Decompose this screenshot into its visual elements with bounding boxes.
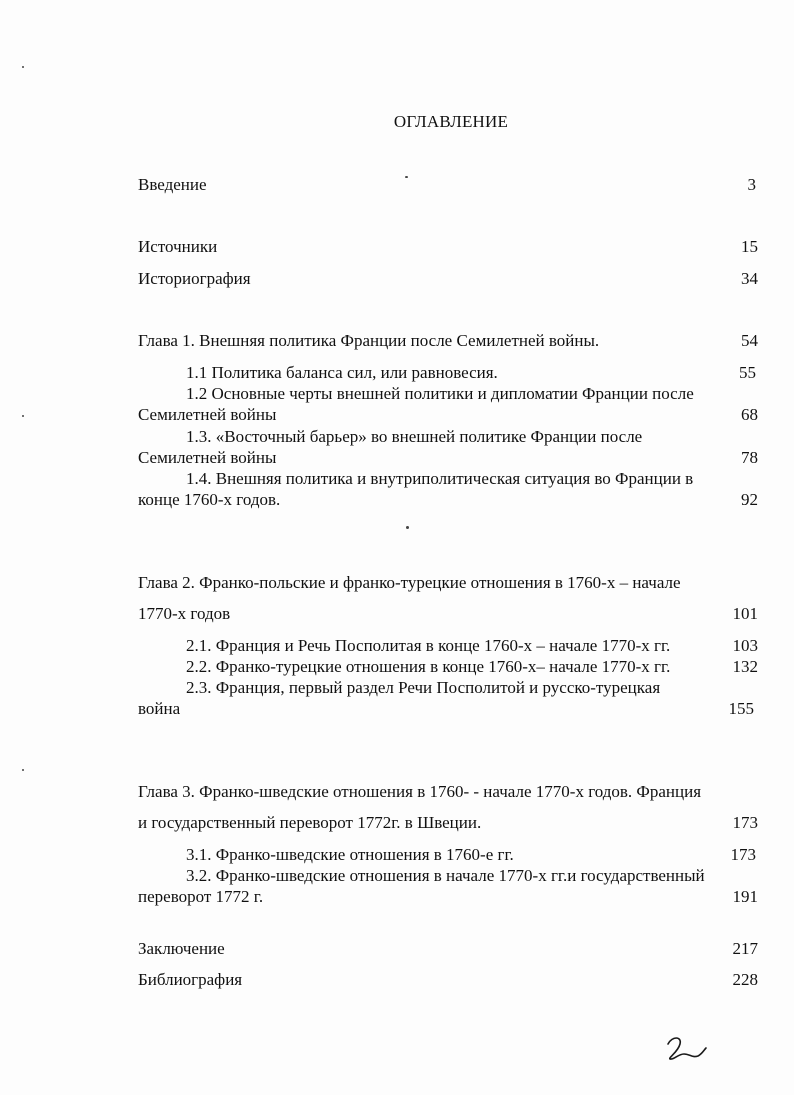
toc-page-2-1: 103 (732, 636, 758, 655)
scan-speck (405, 176, 408, 178)
toc-section-1-4-line1: 1.4. Внешняя политика и внутриполитическая ситуация во Франции в (186, 469, 694, 488)
scan-speck (22, 66, 24, 68)
toc-chapter-3-line2: и государственный переворот 1772г. в Швеции. (138, 813, 482, 832)
toc-page-3-2: 191 (732, 887, 758, 906)
toc-section-2-3-line2: война (138, 699, 181, 718)
toc-page-bibliography: 228 (732, 970, 758, 989)
toc-page-3-1: 173 (730, 845, 756, 864)
toc-page-ch3: 173 (732, 813, 758, 832)
toc-section-1-2-line1: 1.2 Основные черты внешней политики и дипломатии Франции после (186, 384, 694, 403)
toc-page-1-1: 55 (739, 363, 756, 382)
toc-entry-conclusion: Заключение (138, 939, 225, 958)
toc-page-sources: 15 (741, 237, 758, 256)
toc-section-3-2-line2: переворот 1772 г. (138, 887, 264, 906)
toc-page-ch2: 101 (732, 604, 758, 623)
toc-section-1-2-line2: Семилетней войны (138, 405, 277, 424)
scan-speck (406, 526, 409, 529)
handwritten-page-mark-icon (664, 1032, 708, 1062)
toc-page-historiography: 34 (741, 269, 758, 288)
page-title: ОГЛАВЛЕНИЕ (393, 112, 509, 131)
toc-page-2-2: 132 (732, 657, 758, 676)
toc-section-2-1: 2.1. Франция и Речь Посполитая в конце 1760-х – начале 1770-х гг. (186, 636, 671, 655)
toc-page-1-2: 68 (741, 405, 758, 424)
toc-chapter-2-line1: Глава 2. Франко-польские и франко-турецкие отношения в 1760-х – начале (138, 573, 681, 592)
scan-speck (22, 415, 24, 417)
toc-section-3-1: 3.1. Франко-шведские отношения в 1760-е гг. (186, 845, 514, 864)
toc-section-2-3-line1: 2.3. Франция, первый раздел Речи Посполитой и русско-турецкая (186, 678, 661, 697)
toc-chapter-2-line2: 1770-х годов (138, 604, 231, 623)
toc-page-1-3: 78 (741, 448, 758, 467)
toc-entry-sources: Источники (138, 237, 218, 256)
toc-section-1-4-line2: конце 1760-х годов. (138, 490, 281, 509)
toc-entry-bibliography: Библиография (138, 970, 243, 989)
toc-section-1-3-line1: 1.3. «Восточный барьер» во внешней политике Франции после (186, 427, 643, 446)
toc-page-conclusion: 217 (732, 939, 758, 958)
toc-page-ch1: 54 (741, 331, 758, 350)
toc-section-1-3-line2: Семилетней войны (138, 448, 277, 467)
toc-section-3-2-line1: 3.2. Франко-шведские отношения в начале 1770-х гг.и государственный (186, 866, 705, 885)
toc-page-2-3: 155 (728, 699, 754, 718)
toc-section-1-1: 1.1 Политика баланса сил, или равновесия. (186, 363, 498, 382)
toc-page-intro: 3 (747, 175, 756, 194)
toc-chapter-1: Глава 1. Внешняя политика Франции после Семилетней войны. (138, 331, 600, 350)
toc-entry-historiography: Историография (138, 269, 251, 288)
toc-chapter-3-line1: Глава 3. Франко-шведские отношения в 1760- - начале 1770-х годов. Франция (138, 782, 702, 801)
scan-speck (22, 769, 24, 771)
toc-section-2-2: 2.2. Франко-турецкие отношения в конце 1760-х– начале 1770-х гг. (186, 657, 671, 676)
toc-page-1-4: 92 (741, 490, 758, 509)
toc-entry-intro: Введение (138, 175, 207, 194)
